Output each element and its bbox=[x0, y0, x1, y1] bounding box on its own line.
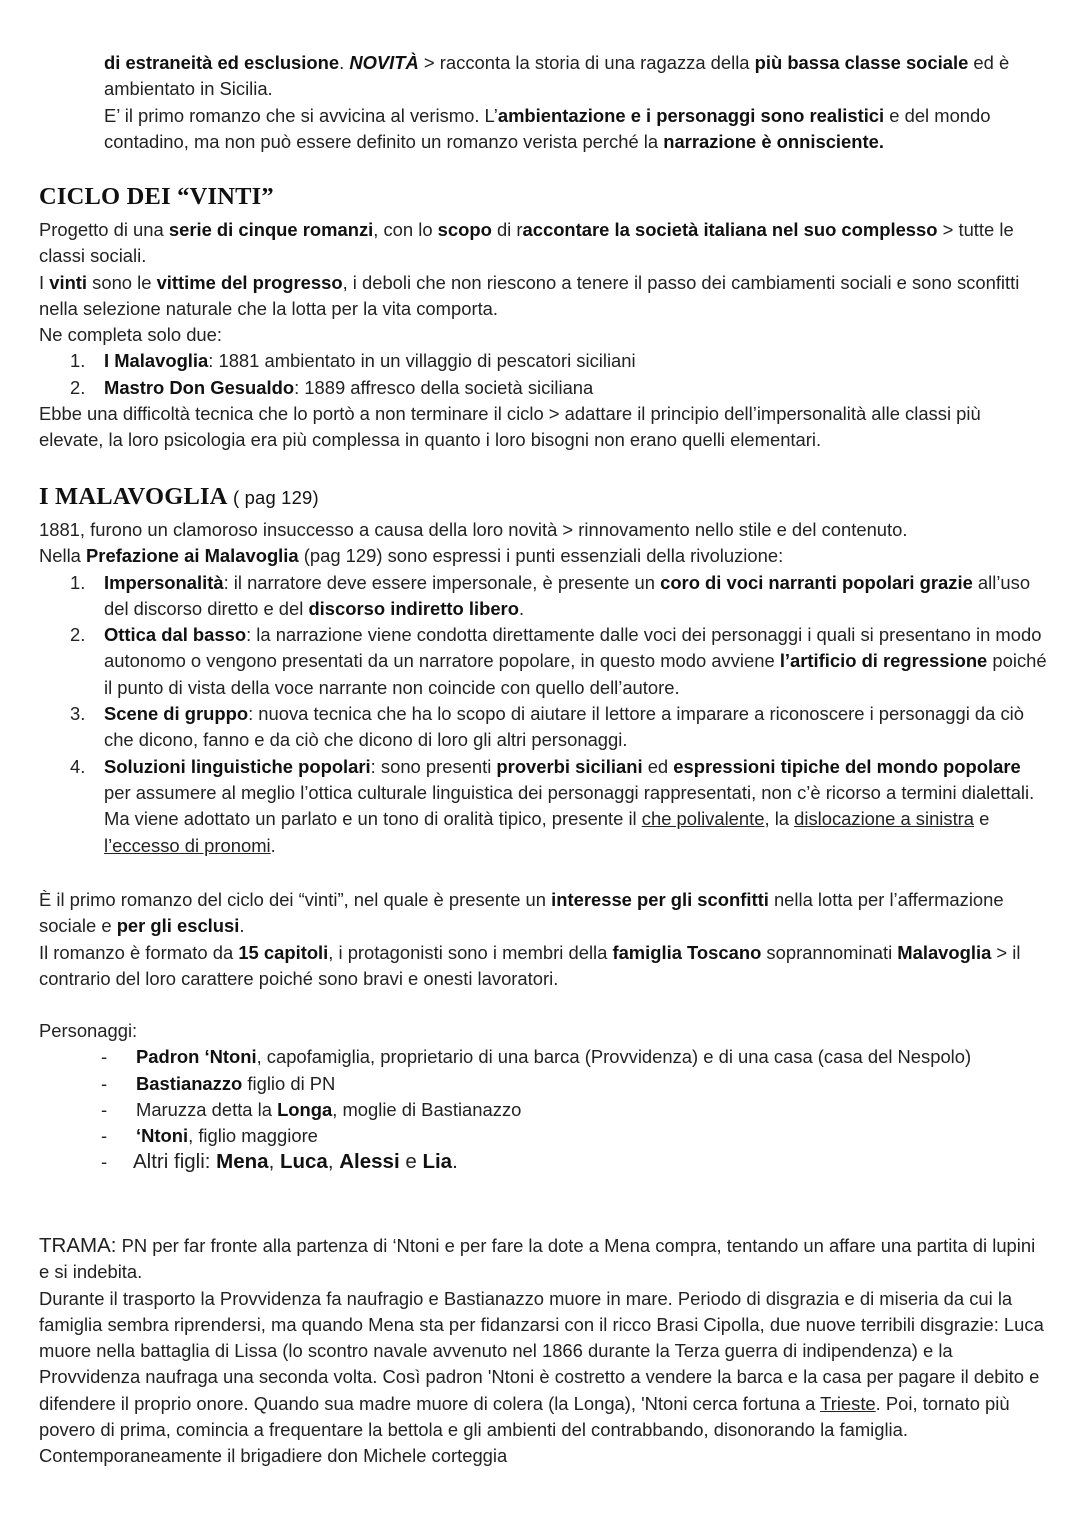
list-number: 4. bbox=[70, 755, 86, 777]
underlined-text: l’eccesso di pronomi bbox=[104, 834, 271, 856]
text: e del mondo contadino, ma non può essere definito un romanzo verista perché la bbox=[104, 104, 991, 152]
text: . bbox=[452, 1150, 458, 1174]
bold-text: l’artificio di regressione bbox=[779, 650, 988, 672]
bold-text: vittime del progresso bbox=[156, 271, 343, 293]
bold-text: più bassa classe sociale bbox=[754, 52, 969, 73]
bold-text: Luca bbox=[279, 1150, 328, 1174]
text: per assumere al meglio l’ottica culturale linguistica dei personaggi rappresentati, non c’è ricorso a termini dialettali. Ma viene adottato un parlato e un tono di oralità tipico, presente il bbox=[104, 781, 1035, 830]
list-dash: - bbox=[101, 1151, 108, 1173]
list-item bbox=[39, 1097, 1049, 1123]
bold-text: Alessi bbox=[339, 1150, 400, 1174]
paragraph bbox=[39, 887, 1049, 940]
bold-text: ambientazione e i personaggi sono realistici bbox=[497, 104, 885, 126]
bold-text: Bastianazzo bbox=[136, 1072, 243, 1094]
underlined-text: Trieste bbox=[820, 1392, 876, 1414]
bold-text: 15 capitoli bbox=[238, 941, 329, 963]
text: , bbox=[268, 1150, 280, 1174]
bold-text: per gli esclusi bbox=[116, 915, 240, 937]
malavoglia-list bbox=[39, 570, 1049, 859]
list-item bbox=[39, 570, 1049, 623]
malavoglia-paragraph-1: 1881, furono un clamoroso insuccesso a causa della loro novità > rinnovamento nello stile e del contenuto. bbox=[39, 519, 908, 540]
text: Progetto di una bbox=[39, 219, 169, 240]
text: nella lotta per l’affermazione sociale e bbox=[39, 889, 1004, 937]
ciclo-section bbox=[39, 217, 1049, 454]
ciclo-paragraph-4: Ebbe una difficoltà tecnica che lo portò a non terminare il ciclo > adattare il principio dell’impersonalità alle classi più elevate, la loro psicologia era più complessa in quanto i loro bisogni non erano quelli elementari. bbox=[39, 403, 981, 451]
bold-text: proverbi siciliani bbox=[496, 755, 643, 777]
bold-text: famiglia Toscano bbox=[612, 941, 762, 963]
text: : 1889 affresco della società siciliana bbox=[294, 376, 594, 398]
bold-text: interesse per gli sconfitti bbox=[551, 889, 769, 910]
bold-italic-text: NOVITÀ bbox=[349, 52, 419, 73]
personaggi-section bbox=[39, 1018, 1049, 1176]
text: poiché il punto di vista della voce narrante non coincide con quello dell’autore. bbox=[104, 650, 1047, 698]
list-item bbox=[39, 1071, 1049, 1097]
malavoglia-section bbox=[39, 517, 1049, 859]
text: I bbox=[39, 271, 50, 293]
text: . Poi, tornato più povero di prima, comincia a frequentare la bettola e gli ambienti del contrabbando, disonorando la famiglia. Contemporaneamente il brigadiere don Michele corteggia bbox=[39, 1392, 1010, 1467]
list-item bbox=[39, 375, 1049, 401]
intro-line-1 bbox=[104, 50, 1044, 103]
text: (pag 129) sono espressi i punti essenziali della rivoluzione: bbox=[298, 545, 784, 567]
bold-text: I Malavoglia bbox=[104, 350, 209, 372]
text: Durante il trasporto la Provvidenza fa naufragio e Bastianazzo muore in mare. Periodo di disgrazia e di miseria da cui la famiglia sembra riprendersi, ma quando Mena sta per fidanzarsi con il ricco Brasi Cipolla, due nuove terribili disgrazie: Luca muore nella battaglia di Lissa (lo scontro navale avvenuto nel 1866 durante la Terza guerra di indipendenza) e la Provvidenza naufraga una seconda volta. Così padron 'Ntoni è costretto a vendere la barca e la casa per pagare il debito e difendere il proprio onore. Quando sua madre muore di colera (la Longa), 'Ntoni cerca fortuna a bbox=[39, 1287, 1044, 1414]
text: > racconta la storia di una ragazza della bbox=[418, 52, 755, 73]
text: ed è ambientato in Sicilia. bbox=[104, 52, 1010, 100]
list-item bbox=[39, 1123, 1049, 1149]
trama-paragraph-2 bbox=[39, 1286, 1049, 1470]
malavoglia-paragraph-3 bbox=[39, 887, 1049, 992]
text: , bbox=[327, 1150, 340, 1174]
bold-text: accontare la società italiana nel suo complesso bbox=[522, 219, 938, 240]
list-number: 1. bbox=[70, 350, 86, 372]
text: , i protagonisti sono i membri della bbox=[328, 941, 613, 963]
list-number: 3. bbox=[70, 703, 86, 725]
text: . bbox=[239, 915, 245, 937]
underlined-text: che polivalente bbox=[641, 808, 765, 830]
bold-text: Padron ‘Ntoni bbox=[136, 1046, 257, 1068]
text: di r bbox=[491, 219, 523, 240]
list-dash: - bbox=[101, 1046, 108, 1068]
bold-text: Longa bbox=[277, 1098, 333, 1120]
list-item bbox=[39, 754, 1049, 859]
bold-text: Mena bbox=[216, 1150, 269, 1174]
bold-text: Ottica dal basso bbox=[104, 624, 247, 646]
text: . bbox=[339, 52, 350, 73]
heading-page-note: ( pag 129) bbox=[227, 487, 319, 508]
bold-text: scopo bbox=[437, 219, 492, 240]
text: figlio di PN bbox=[242, 1072, 336, 1094]
text: ed bbox=[642, 755, 674, 777]
ciclo-paragraph-2 bbox=[39, 270, 1049, 323]
text: : nuova tecnica che ha lo scopo di aiutare il lettore a imparare a riconoscere i personaggi da ciò che dicono, fanno e da ciò che dicono di loro gli altri personaggi. bbox=[104, 703, 1024, 751]
bold-text: Impersonalità bbox=[104, 571, 224, 593]
trama-label: TRAMA: bbox=[39, 1234, 117, 1257]
bold-text: Prefazione ai Malavoglia bbox=[86, 545, 299, 567]
bold-text: vinti bbox=[49, 271, 88, 293]
bold-text: ‘Ntoni bbox=[136, 1125, 189, 1147]
text: È il primo romanzo del ciclo dei “vinti”, nel quale è presente un bbox=[39, 889, 552, 910]
bold-text: Malavoglia bbox=[897, 941, 992, 963]
text: , i deboli che non riescono a tenere il passo dei cambiamenti sociali e sono sconfitti nella selezione naturale che la lotta per la vita comporta. bbox=[39, 271, 1020, 319]
text: soprannominati bbox=[761, 941, 898, 963]
text: Altri figli: bbox=[133, 1150, 217, 1174]
text: . bbox=[518, 597, 525, 619]
list-number: 1. bbox=[70, 571, 86, 593]
list-dash: - bbox=[101, 1125, 108, 1147]
bold-text: coro di voci narranti popolari grazie bbox=[660, 571, 973, 593]
bold-text: espressioni tipiche del mondo popolare bbox=[673, 755, 1021, 777]
text: , moglie di Bastianazzo bbox=[332, 1098, 522, 1120]
list-dash: - bbox=[101, 1098, 108, 1120]
bold-text: di estraneità ed esclusione bbox=[104, 52, 340, 73]
list-number: 2. bbox=[70, 376, 86, 398]
ciclo-paragraph-1 bbox=[39, 217, 1049, 270]
text: , capofamiglia, proprietario di una barca (Provvidenza) e di una casa (casa del Nespolo) bbox=[256, 1046, 972, 1068]
list-item bbox=[39, 701, 1049, 754]
text: > tutte le classi sociali. bbox=[39, 219, 1014, 267]
bold-text: Mastro Don Gesualdo bbox=[104, 376, 295, 398]
text: Il romanzo è formato da bbox=[39, 941, 239, 963]
personaggi-label: Personaggi: bbox=[39, 1020, 138, 1041]
list-item bbox=[39, 1149, 1049, 1175]
paragraph bbox=[39, 940, 1049, 993]
text: , la bbox=[764, 808, 795, 830]
text: : il narratore deve essere impersonale, è presente un bbox=[223, 571, 661, 593]
text: sono le bbox=[87, 271, 157, 293]
bold-text: narrazione è onnisciente. bbox=[663, 130, 884, 152]
trama-paragraph-1 bbox=[39, 1233, 1049, 1286]
text: Maruzza detta la bbox=[136, 1098, 278, 1120]
bold-text: Soluzioni linguistiche popolari bbox=[104, 755, 371, 777]
bold-text: Lia bbox=[422, 1150, 453, 1174]
text: PN per far fronte alla partenza di ‘Ntoni e per fare la dote a Mena compra, tentando un affare una partita di lupini e si indebita. bbox=[39, 1235, 1036, 1283]
intro-line-2 bbox=[104, 103, 1044, 156]
text: Nella bbox=[39, 545, 87, 567]
ciclo-list bbox=[39, 348, 1049, 401]
intro-paragraph bbox=[104, 50, 1044, 155]
list-item bbox=[39, 348, 1049, 374]
heading-text: I MALAVOGLIA bbox=[39, 483, 228, 510]
underlined-text: dislocazione a sinistra bbox=[794, 808, 975, 830]
list-item bbox=[39, 1044, 1049, 1070]
bold-text: serie di cinque romanzi bbox=[168, 219, 374, 240]
text: , con lo bbox=[373, 219, 438, 240]
list-dash: - bbox=[101, 1072, 108, 1094]
text: : 1881 ambientato in un villaggio di pescatori siciliani bbox=[208, 350, 636, 372]
text: > il contrario del loro carattere poiché sono bravi e onesti lavoratori. bbox=[39, 941, 1021, 989]
text: . bbox=[270, 834, 276, 856]
trama-section bbox=[39, 1233, 1049, 1470]
bold-text: discorso indiretto libero bbox=[308, 597, 519, 619]
heading-malavoglia bbox=[39, 484, 1049, 511]
list-number: 2. bbox=[70, 624, 86, 646]
text: : la narrazione viene condotta direttamente dalle voci dei personaggi i quali si presentano in modo autonomo o vengono presentati da un narratore popolare, in questo modo avviene bbox=[104, 624, 1042, 672]
text: , figlio maggiore bbox=[188, 1125, 318, 1147]
ciclo-paragraph-3: Ne completa solo due: bbox=[39, 324, 222, 346]
text: e bbox=[399, 1150, 423, 1174]
text: : sono presenti bbox=[370, 755, 497, 777]
text: e bbox=[974, 808, 990, 830]
bold-text: Scene di gruppo bbox=[104, 703, 249, 725]
malavoglia-paragraph-2 bbox=[39, 543, 1049, 569]
text: all’uso del discorso diretto e del bbox=[104, 571, 1031, 619]
text: E’ il primo romanzo che si avvicina al verismo. L’ bbox=[104, 104, 498, 126]
list-item bbox=[39, 622, 1049, 701]
heading-ciclo: CICLO DEI “VINTI” bbox=[39, 183, 274, 210]
